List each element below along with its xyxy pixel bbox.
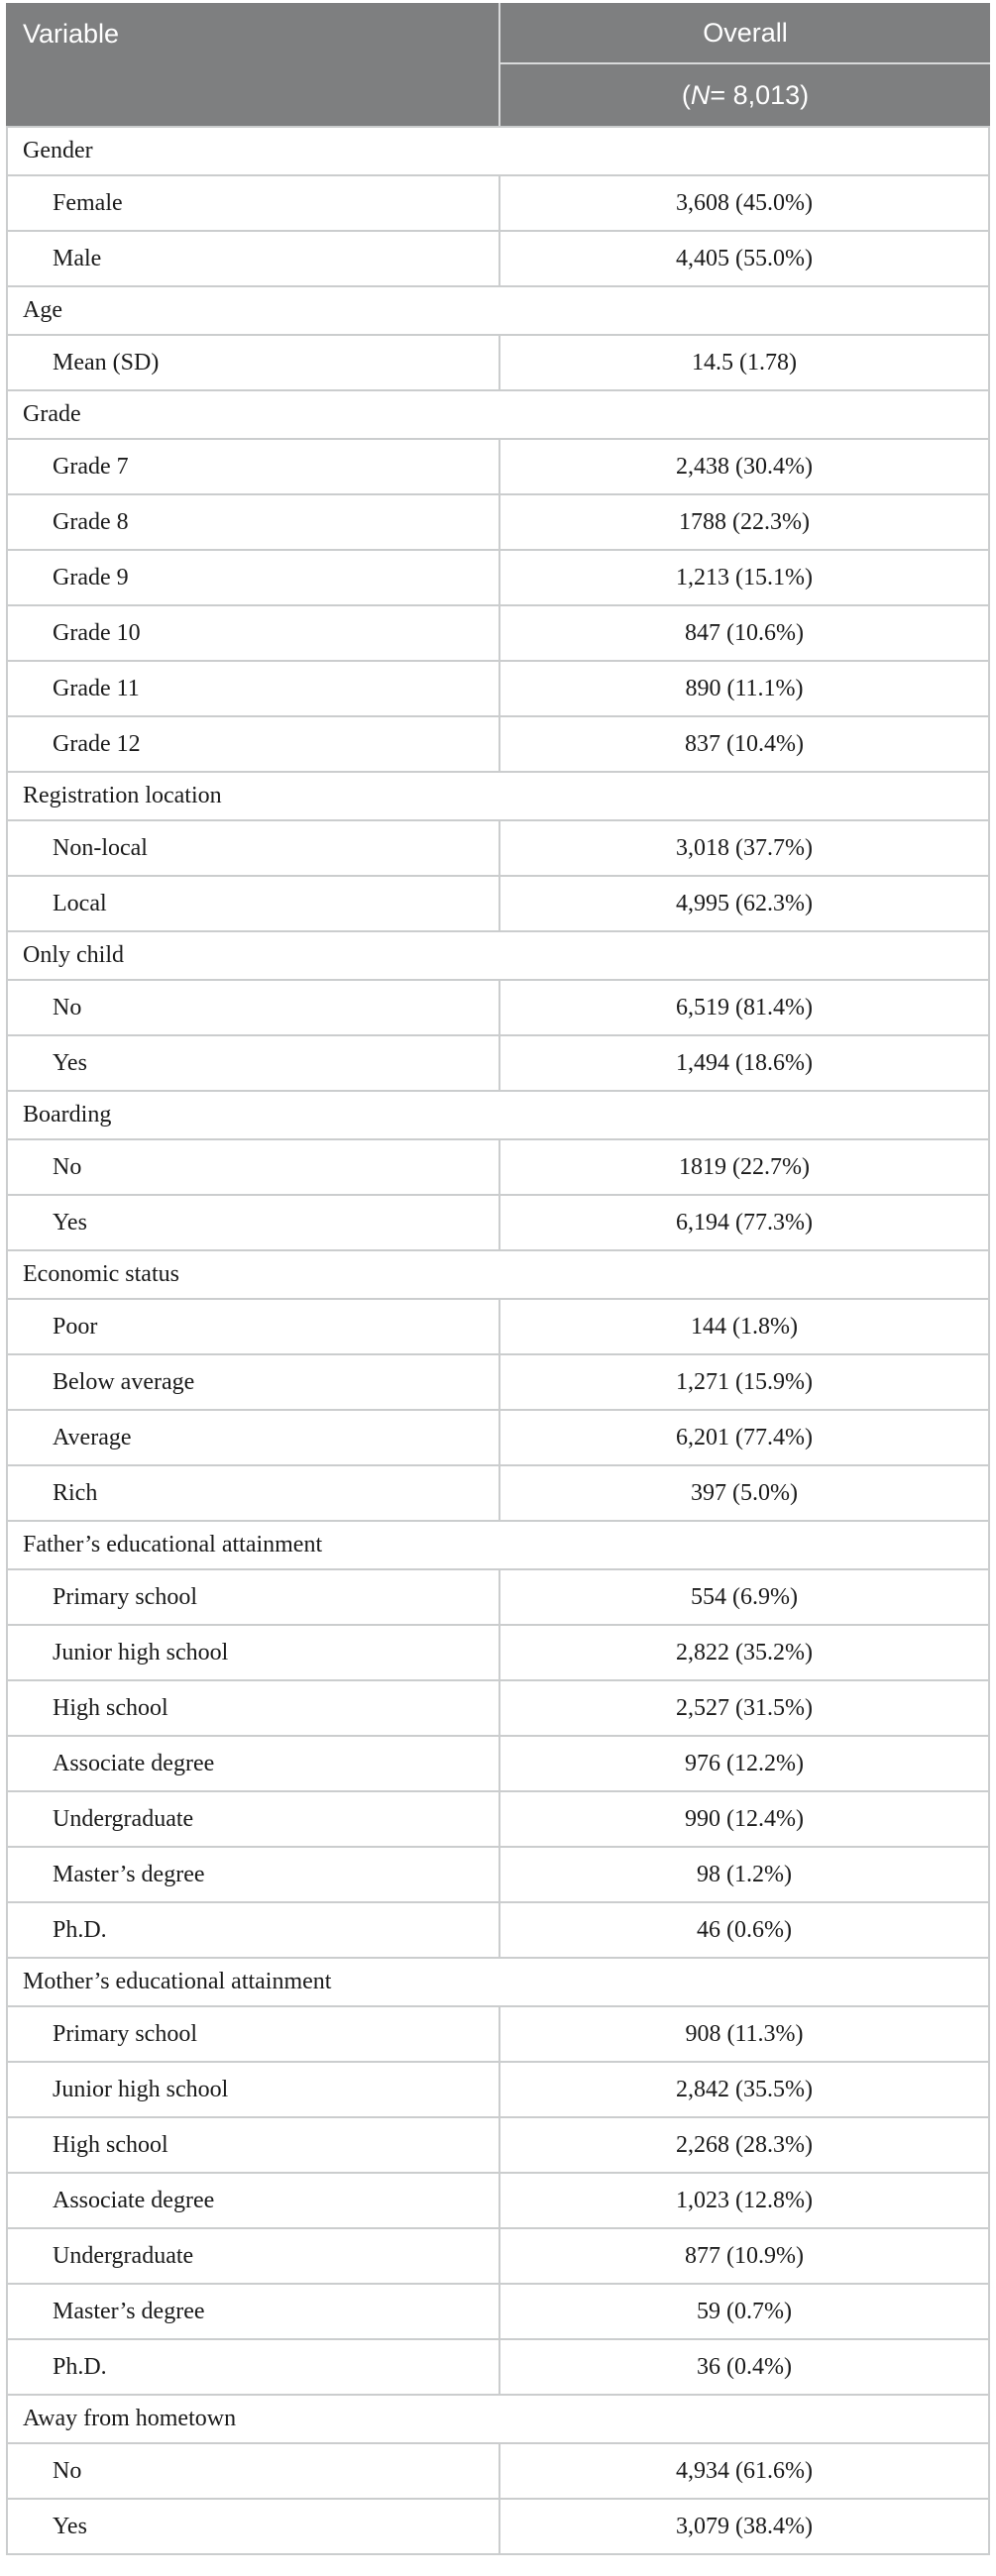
category-label: Mother’s educational attainment (23, 1969, 332, 1994)
category-row (8, 771, 988, 819)
row-variable-cell: Ph.D. (53, 1916, 107, 1943)
row-value-cell: 3,018 (37.7%) (498, 821, 988, 875)
category-label: Grade (23, 401, 81, 427)
header-overall-label: Overall (500, 3, 990, 64)
table-row (8, 549, 988, 604)
row-value-cell: 6,519 (81.4%) (498, 981, 988, 1034)
row-value-cell: 144 (1.8%) (498, 1300, 988, 1353)
row-value-cell: 908 (11.3%) (498, 2007, 988, 2061)
table-row (8, 1464, 988, 1520)
table-header (6, 3, 990, 126)
row-value-cell: 4,934 (61.6%) (498, 2444, 988, 2498)
row-value-cell: 2,842 (35.5%) (498, 2063, 988, 2116)
category-label: Father’s educational attainment (23, 1532, 323, 1557)
row-variable-cell: High school (53, 1694, 168, 1721)
table-row (8, 2498, 988, 2553)
row-value-cell: 46 (0.6%) (498, 1903, 988, 1957)
table-row (8, 2061, 988, 2116)
row-value-cell: 3,079 (38.4%) (498, 2500, 988, 2553)
row-variable-cell: Yes (53, 1049, 87, 1076)
header-sample-size (500, 64, 990, 126)
row-value-cell: 554 (6.9%) (498, 1570, 988, 1624)
descriptives-table (6, 3, 990, 2555)
row-value-cell: 2,268 (28.3%) (498, 2118, 988, 2172)
row-variable-cell: Average (53, 1424, 132, 1450)
table-row (8, 1846, 988, 1901)
table-body (6, 126, 990, 2555)
table-row (8, 2338, 988, 2394)
row-value-cell: 2,527 (31.5%) (498, 1681, 988, 1735)
row-value-cell: 990 (12.4%) (498, 1792, 988, 1846)
row-variable-cell: Grade 11 (53, 675, 140, 701)
row-variable-cell: Ph.D. (53, 2353, 107, 2380)
category-row (8, 389, 988, 438)
category-row (8, 1957, 988, 2005)
category-row (8, 1090, 988, 1138)
row-value-cell: 1,213 (15.1%) (498, 551, 988, 604)
table-row (8, 2172, 988, 2227)
row-value-cell: 2,438 (30.4%) (498, 440, 988, 493)
table-row (8, 1735, 988, 1790)
category-row (8, 2394, 988, 2442)
table-row (8, 1624, 988, 1679)
row-variable-cell: Non-local (53, 834, 148, 861)
category-label: Only child (23, 942, 124, 968)
table-row (8, 1568, 988, 1624)
row-variable-cell: Junior high school (53, 2076, 229, 2102)
category-row (8, 1249, 988, 1298)
row-variable-cell: Mean (SD) (53, 349, 160, 376)
table-row (8, 1353, 988, 1409)
table-row (8, 2116, 988, 2172)
row-variable-cell: Yes (53, 2513, 87, 2539)
table-row (8, 2283, 988, 2338)
row-value-cell: 877 (10.9%) (498, 2229, 988, 2283)
table-row (8, 1194, 988, 1249)
row-value-cell: 4,405 (55.0%) (498, 232, 988, 285)
table-row (8, 438, 988, 493)
table-row (8, 1679, 988, 1735)
row-variable-cell: Junior high school (53, 1639, 229, 1665)
table-row (8, 715, 988, 771)
row-variable-cell: Female (53, 189, 123, 216)
category-label: Gender (23, 138, 93, 163)
table-row (8, 660, 988, 715)
row-variable-cell: High school (53, 2131, 168, 2158)
category-label: Away from hometown (23, 2406, 237, 2431)
header-variable-cell: Variable (23, 18, 120, 49)
row-value-cell: 59 (0.7%) (498, 2285, 988, 2338)
row-value-cell: 1,494 (18.6%) (498, 1036, 988, 1090)
row-variable-cell: No (53, 2457, 82, 2484)
row-value-cell: 1819 (22.7%) (498, 1140, 988, 1194)
table-row (8, 2442, 988, 2498)
row-variable-cell: No (53, 1153, 82, 1180)
row-value-cell: 1,271 (15.9%) (498, 1355, 988, 1409)
row-variable-cell: Undergraduate (53, 2242, 194, 2269)
table-row (8, 2227, 988, 2283)
category-row (8, 285, 988, 334)
row-value-cell: 1,023 (12.8%) (498, 2174, 988, 2227)
row-variable-cell: No (53, 994, 82, 1020)
row-variable-cell: Grade 12 (53, 730, 141, 757)
row-value-cell: 976 (12.2%) (498, 1737, 988, 1790)
row-variable-cell: Primary school (53, 1583, 197, 1610)
row-variable-cell: Rich (53, 1479, 98, 1506)
table-row (8, 875, 988, 930)
table-row (8, 230, 988, 285)
table-row (8, 2005, 988, 2061)
row-variable-cell: Grade 7 (53, 453, 129, 480)
row-value-cell: 4,995 (62.3%) (498, 877, 988, 930)
table-row (8, 979, 988, 1034)
table-row (8, 604, 988, 660)
row-value-cell: 3,608 (45.0%) (498, 176, 988, 230)
row-value-cell: 36 (0.4%) (498, 2340, 988, 2394)
table-row (8, 1901, 988, 1957)
row-value-cell: 98 (1.2%) (498, 1848, 988, 1901)
row-variable-cell: Master’s degree (53, 2298, 205, 2324)
row-value-cell: 1788 (22.3%) (498, 495, 988, 549)
category-row (8, 1520, 988, 1568)
category-label: Age (23, 297, 62, 323)
table-row (8, 1034, 988, 1090)
row-value-cell: 890 (11.1%) (498, 662, 988, 715)
row-variable-cell: Poor (53, 1313, 98, 1340)
table-row (8, 1409, 988, 1464)
row-variable-cell: Grade 10 (53, 619, 141, 646)
category-row (8, 930, 988, 979)
table-row (8, 819, 988, 875)
row-value-cell: 847 (10.6%) (498, 606, 988, 660)
category-label: Registration location (23, 783, 222, 808)
row-variable-cell: Grade 8 (53, 508, 129, 535)
row-value-cell: 837 (10.4%) (498, 717, 988, 771)
n-value: = 8,013) (710, 79, 810, 110)
row-variable-cell: Below average (53, 1368, 195, 1395)
row-value-cell: 14.5 (1.78) (498, 336, 988, 389)
row-variable-cell: Master’s degree (53, 1861, 205, 1887)
table-row (8, 1790, 988, 1846)
row-value-cell: 2,822 (35.2%) (498, 1626, 988, 1679)
category-label: Boarding (23, 1102, 112, 1127)
row-variable-cell: Local (53, 890, 107, 916)
row-variable-cell: Associate degree (53, 2187, 215, 2213)
category-label: Economic status (23, 1261, 179, 1287)
table-row (8, 1138, 988, 1194)
row-variable-cell: Primary school (53, 2020, 197, 2047)
n-open-paren: ( (681, 79, 691, 110)
row-variable-cell: Undergraduate (53, 1805, 194, 1832)
row-value-cell: 6,194 (77.3%) (498, 1196, 988, 1249)
table-row (8, 493, 988, 549)
header-overall-cell (498, 3, 990, 126)
row-value-cell: 397 (5.0%) (498, 1466, 988, 1520)
category-row (8, 126, 988, 174)
row-variable-cell: Yes (53, 1209, 87, 1235)
row-variable-cell: Associate degree (53, 1750, 215, 1776)
table-row (8, 1298, 988, 1353)
row-variable-cell: Grade 9 (53, 564, 129, 590)
row-variable-cell: Male (53, 245, 102, 271)
n-symbol: N (690, 79, 711, 110)
row-value-cell: 6,201 (77.4%) (498, 1411, 988, 1464)
table-row (8, 174, 988, 230)
table-row (8, 334, 988, 389)
